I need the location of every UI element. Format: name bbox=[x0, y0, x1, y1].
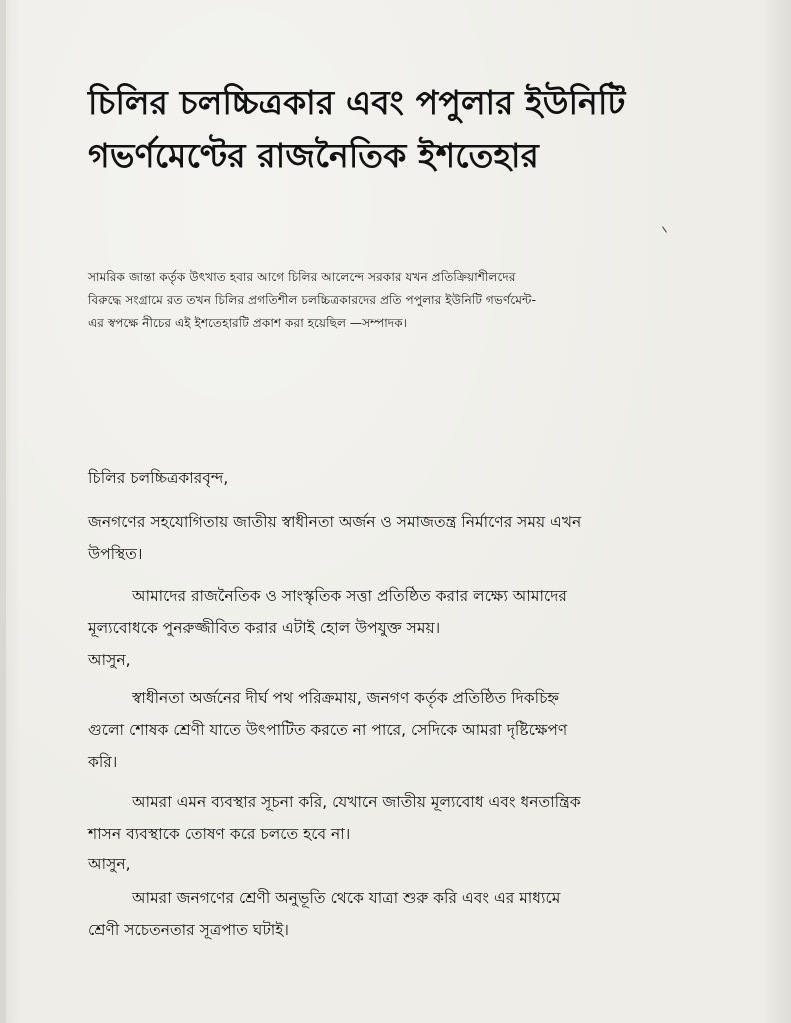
paragraph-4-line-2: শাসন ব্যবস্থাকে তোষণ করে চলতে হবে না। bbox=[88, 825, 351, 843]
editor-note-line-2: বিরুদ্ধে সংগ্রামে রত তখন চিলির প্রগতিশীল চলচ্চিত্রকারদের প্রতি পপুলার ইউনিটি গভর্ণমেন্ট- bbox=[88, 293, 536, 307]
paragraph-5-line-2: শ্রেণী সচেতনতার সূত্রপাত ঘটাই। bbox=[88, 921, 289, 939]
paragraph-5-line-1: আমরা জনগণের শ্রেণী অনুভূতি থেকে যাত্রা শুরু করি এবং এর মাধ্যমে bbox=[132, 889, 561, 907]
stray-mark bbox=[662, 226, 667, 232]
call-to-action-2: আসুন, bbox=[88, 855, 131, 873]
title-line-2: গভর্ণমেণ্টের রাজনৈতিক ইশতেহার bbox=[88, 136, 539, 175]
paragraph-4-line-1: আমরা এমন ব্যবস্থার সূচনা করি, যেখানে জাতীয় মূল্যবোধ এবং ধনতান্ত্রিক bbox=[132, 793, 581, 811]
paragraph-2-line-2: মূল্যবোধকে পুনরুজ্জীবিত করার এটাই হোল উপযুক্ত সময়। bbox=[88, 619, 441, 637]
salutation: চিলির চলচ্চিত্রকারবৃন্দ, bbox=[88, 469, 229, 487]
title-line-1: চিলির চলচ্চিত্রকার এবং পপুলার ইউনিটি bbox=[88, 83, 626, 122]
article-title bbox=[88, 76, 728, 182]
paragraph-3-line-2: গুলো শোষক শ্রেণী যাতে উৎপাটিত করতে না পারে, সেদিকে আমরা দৃষ্টিক্ষেপণ bbox=[88, 721, 568, 739]
paragraph-2-line-1: আমাদের রাজনৈতিক ও সাংস্কৃতিক সত্তা প্রতিষ্ঠিত করার লক্ষ্যে আমাদের bbox=[132, 587, 567, 605]
page-edge-shadow bbox=[0, 0, 6, 1023]
paragraph-1-line-1: জনগণের সহযোগিতায় জাতীয় স্বাধীনতা অর্জন ও সমাজতন্ত্র নির্মাণের সময় এখন bbox=[88, 513, 582, 531]
editor-note-line-1: সামরিক জান্তা কর্তৃক উৎখাত হবার আগে চিলির আলেন্দে সরকার যখন প্রতিক্রিয়াশীলদের bbox=[88, 270, 516, 284]
call-to-action-1: আসুন, bbox=[88, 651, 131, 669]
paragraph-3-line-3: করি। bbox=[88, 753, 118, 771]
editor-note bbox=[88, 266, 728, 335]
paragraph-1-line-2: উপস্থিত। bbox=[88, 545, 143, 563]
editor-note-line-3: এর স্বপক্ষে নীচের এই ইশতেহারটি প্রকাশ করা হয়েছিল —সম্পাদক। bbox=[88, 316, 408, 330]
paragraph-3-line-1: স্বাধীনতা অর্জনের দীর্ঘ পথ পরিক্রমায়, জনগণ কর্তৃক প্রতিষ্ঠিত দিকচিহ্ন bbox=[132, 689, 559, 707]
